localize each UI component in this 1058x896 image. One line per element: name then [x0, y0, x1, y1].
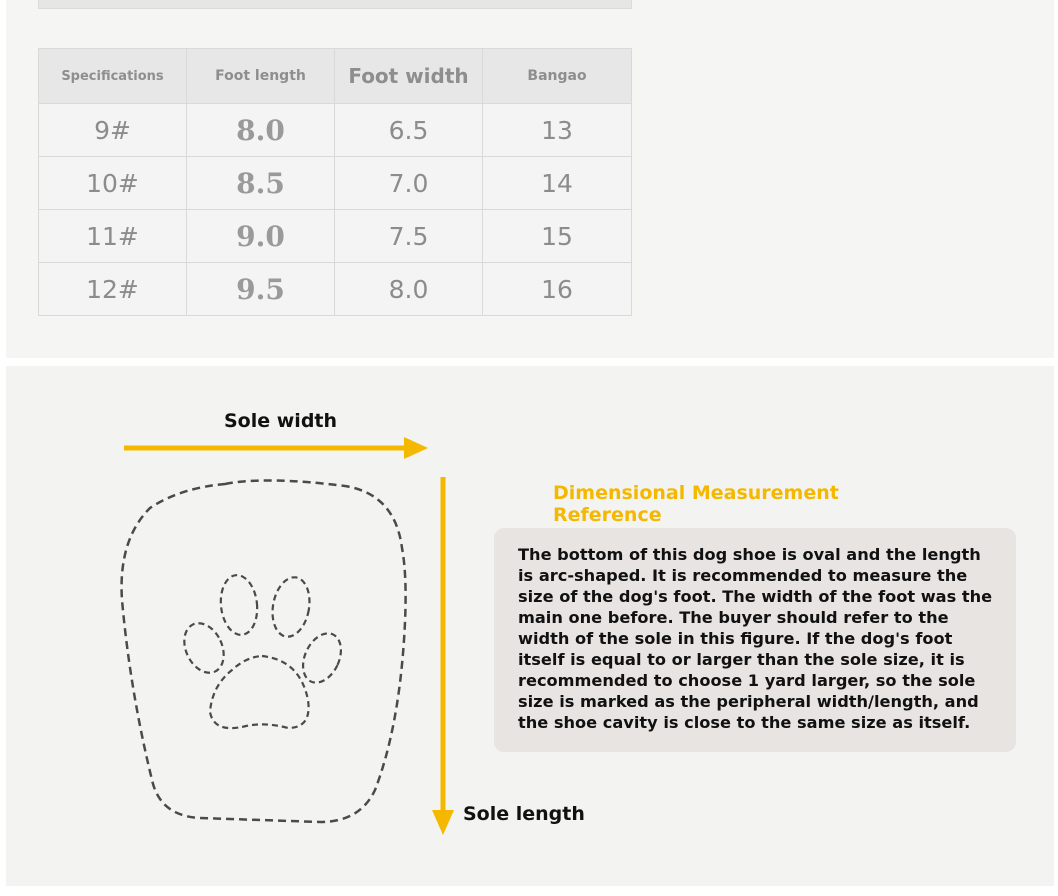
bangao-cell: 14: [483, 157, 632, 210]
foot-length-cell: 8.5: [187, 157, 335, 210]
arrow-down-icon: [432, 477, 454, 835]
sole-length-label: Sole length: [463, 803, 585, 825]
header-foot-width: Foot width: [335, 49, 483, 104]
header-bangao: Bangao: [483, 49, 632, 104]
paw-print-icon: [177, 573, 349, 728]
bangao-cell: 15: [483, 210, 632, 263]
foot-length-cell: 8.0: [187, 104, 335, 157]
header-foot-length: Foot length: [187, 49, 335, 104]
measurement-title: Dimensional Measurement Reference: [553, 482, 839, 526]
foot-width-cell: 7.0: [335, 157, 483, 210]
header-specifications: Specifications: [39, 49, 187, 104]
foot-length-cell: 9.5: [187, 263, 335, 316]
description-box: [494, 528, 1016, 752]
bangao-cell: 16: [483, 263, 632, 316]
description-text: The bottom of this dog shoe is oval and the length is arc-shaped. It is recommended to measure the size of the dog's foot. The width of the foot was the main one before. The buyer should refer to the width of the sole in this figure. If the dog's foot itself is equal to or larger than the sole size, it is recommended to choose 1 yard larger, so the sole size is marked as the peripheral width/length, and the shoe cavity is close to the same size as itself.: [518, 545, 993, 732]
sole-outline-icon: [122, 480, 406, 822]
foot-length-cell: 9.0: [187, 210, 335, 263]
size-cell: 10#: [39, 157, 187, 210]
arrow-right-icon: [124, 437, 428, 459]
foot-width-cell: 7.5: [335, 210, 483, 263]
size-cell: 12#: [39, 263, 187, 316]
bangao-cell: 13: [483, 104, 632, 157]
foot-width-cell: 8.0: [335, 263, 483, 316]
size-cell: 11#: [39, 210, 187, 263]
foot-width-cell: 6.5: [335, 104, 483, 157]
sole-width-label: Sole width: [224, 410, 338, 432]
size-cell: 9#: [39, 104, 187, 157]
